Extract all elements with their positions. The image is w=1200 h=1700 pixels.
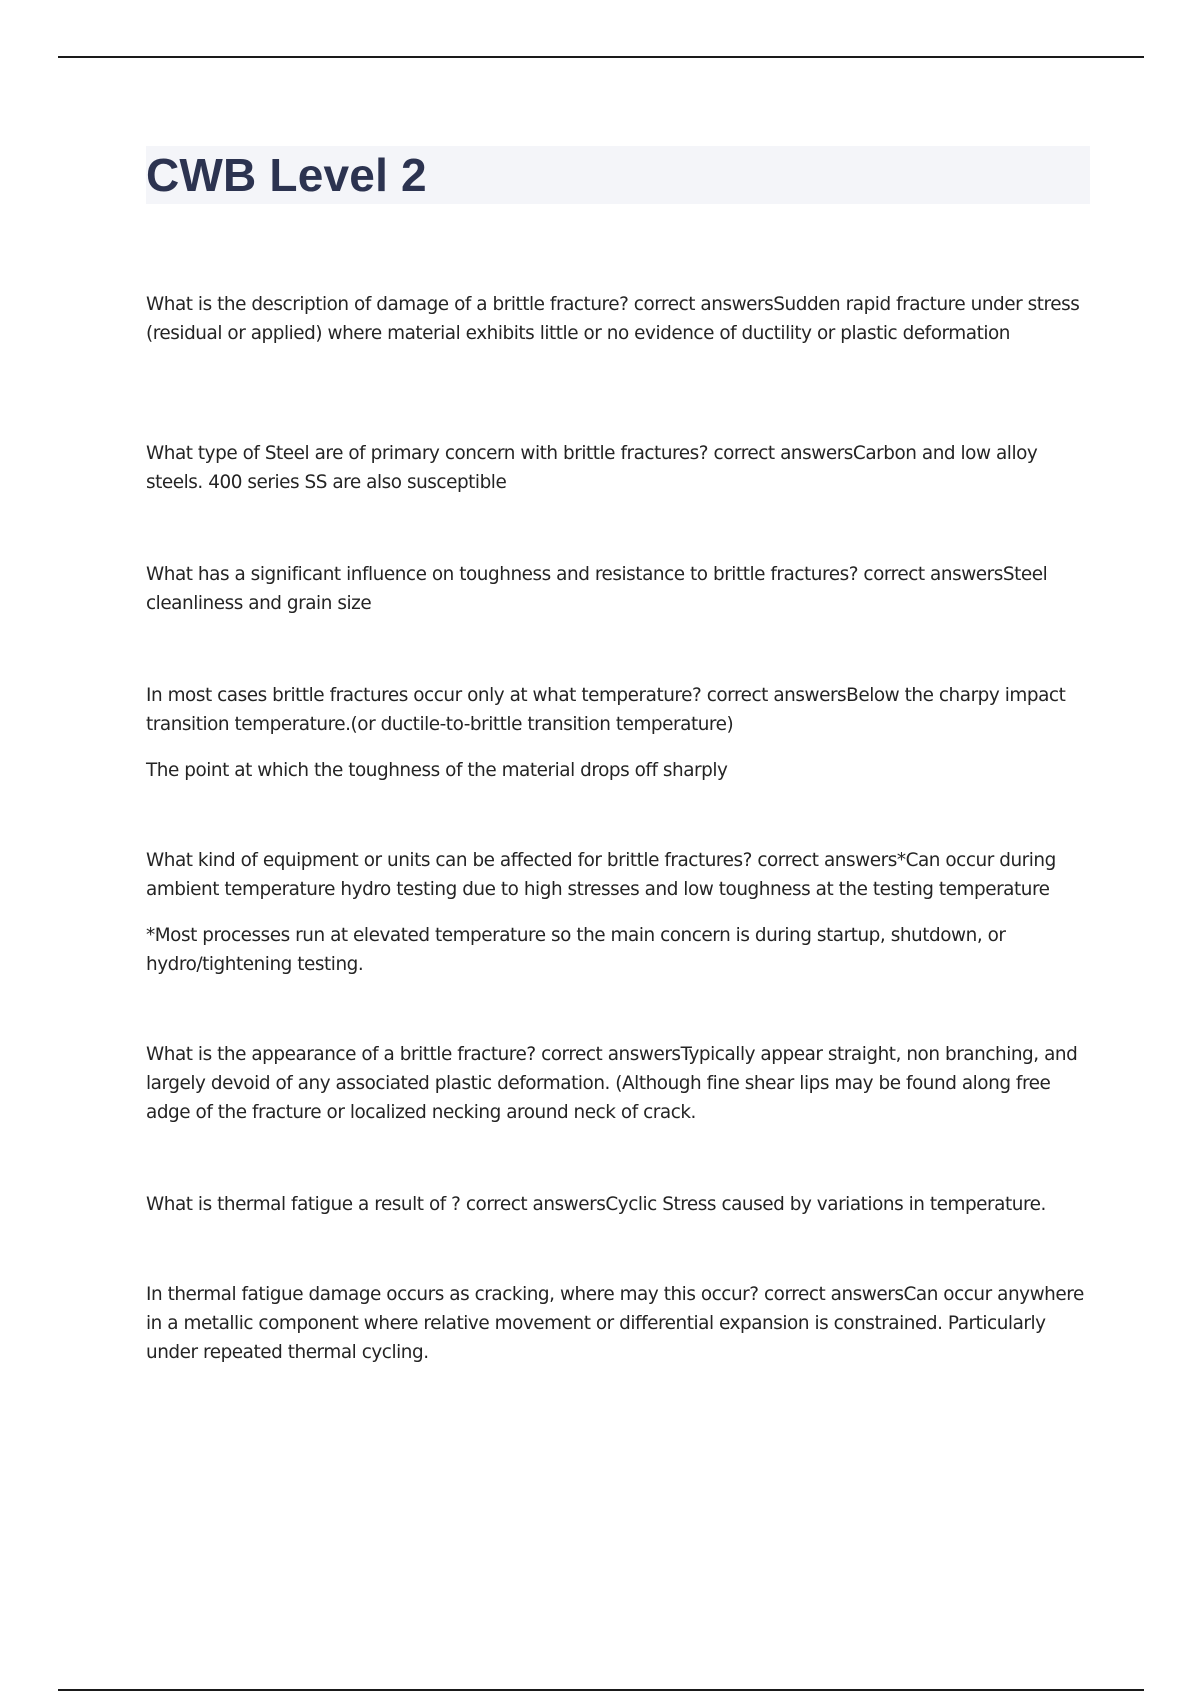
qa-entry-1 [146,290,1091,348]
qa-paragraph: What type of Steel are of primary concern with brittle fractures? correct answersCarbon and low alloy steels. 400 series SS are also susceptible [146,443,1038,493]
qa-entry-7 [146,1190,1091,1219]
qa-entry-8 [146,1280,1091,1367]
qa-paragraph: In thermal fatigue damage occurs as cracking, where may this occur? correct answersCan occur anywhere in a metallic component where relative movement or differential expansion is constrained. Particularly under repeated thermal cycling. [146,1284,1084,1363]
qa-paragraph: The point at which the toughness of the material drops off sharply [146,760,728,781]
qa-entry-3 [146,560,1091,618]
qa-entry-5 [146,846,1091,979]
qa-entry-6 [146,1040,1091,1127]
header-rule [58,56,1144,58]
qa-paragraph: What is the description of damage of a brittle fracture? correct answersSudden rapid fracture under stress (residual or applied) where material exhibits little or no evidence of ductility or plastic deformation [146,294,1080,344]
qa-entry-4 [146,681,1091,785]
qa-entry-2 [146,439,1091,497]
qa-paragraph: What kind of equipment or units can be affected for brittle fractures? correct answers*Can occur during ambient temperature hydro testing due to high stresses and low toughness at the testing temperature [146,850,1056,900]
qa-paragraph: What has a significant influence on toughness and resistance to brittle fractures? correct answersSteel cleanliness and grain size [146,564,1048,614]
document-title: CWB Level 2 [146,149,427,201]
qa-paragraph: *Most processes run at elevated temperature so the main concern is during startup, shutdown, or hydro/tightening testing. [146,925,1006,975]
qa-paragraph: What is thermal fatigue a result of ? correct answersCyclic Stress caused by variations in temperature. [146,1194,1046,1215]
footer-rule [58,1689,1144,1691]
qa-paragraph: In most cases brittle fractures occur only at what temperature? correct answersBelow the charpy impact transition temperature.(or ductile-to-brittle transition temperature) [146,685,1066,735]
qa-paragraph: What is the appearance of a brittle fracture? correct answersTypically appear straight, non branching, and largely devoid of any associated plastic deformation. (Although fine shear lips may be found along free adge of the fracture or localized necking around neck of crack. [146,1044,1078,1123]
